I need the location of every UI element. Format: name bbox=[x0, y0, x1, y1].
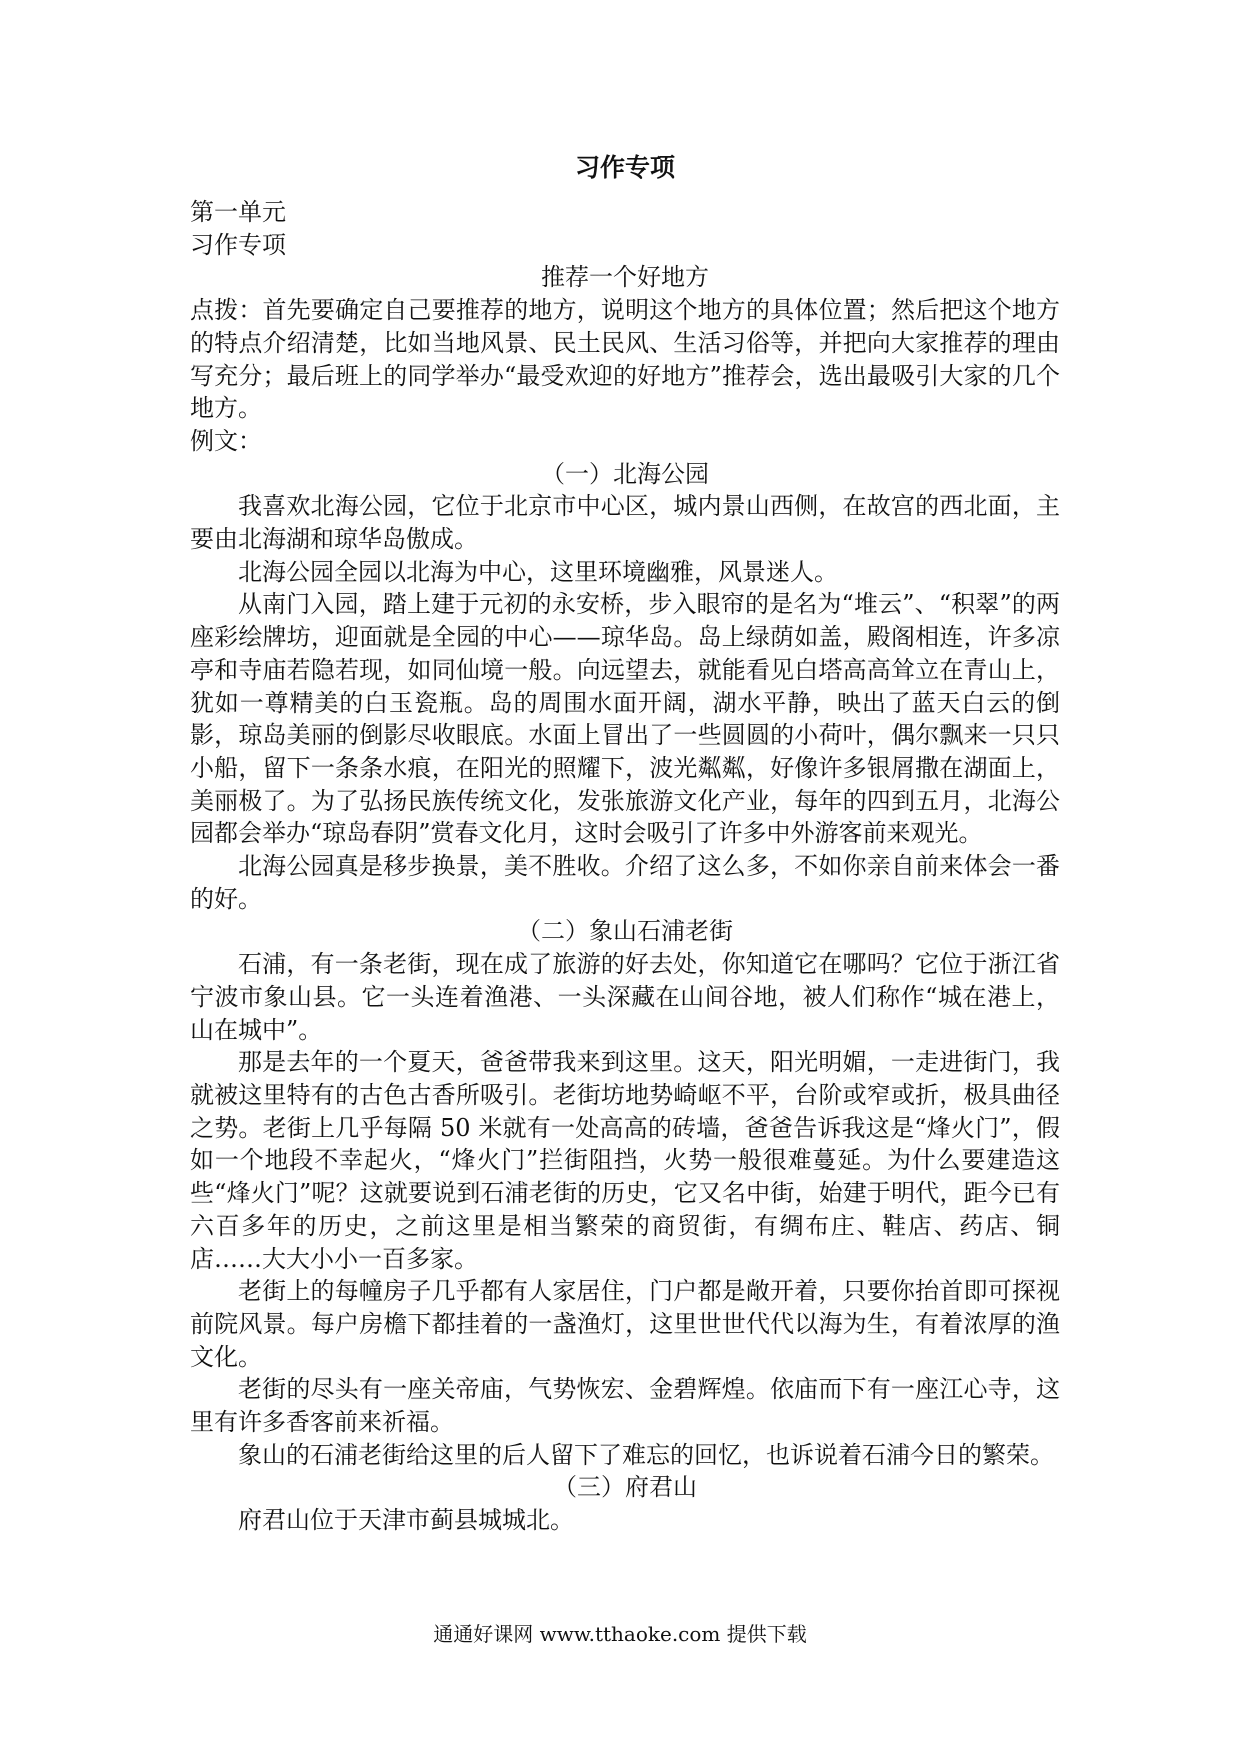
footer-credit: 通通好课网 www.tthaoke.com 提供下载 bbox=[433, 1622, 807, 1646]
document-page bbox=[190, 140, 1060, 1537]
unit-label: 第一单元 bbox=[190, 198, 286, 226]
essay-paragraph: 那是去年的一个夏天，爸爸带我来到这里。这天，阳光明媚，一走进街门，我就被这里特有的古色古香所吸引。老街坊地势崎岖不平，台阶或窄或折，极具曲径之势。老街上几乎每隔 50 米就有一处高高的砖墙，爸爸告诉我这是“烽火门”，假如一个地段不幸起火，“烽火门”拦街阻挡，火势一般很难蔓延。为什么要建造这些“烽火门”呢？这就要说到石浦老街的历史，它又名中街，始建于明代，距今已有六百多年的历史，之前这里是相当繁荣的商贸街，有绸布庄、鞋店、药店、铜店……大大小小一百多家。 bbox=[190, 1048, 1060, 1273]
essay-paragraph: 象山的石浦老街给这里的后人留下了难忘的回忆，也诉说着石浦今日的繁荣。 bbox=[238, 1440, 1054, 1469]
essay-heading: （一）北海公园 bbox=[541, 459, 709, 488]
essay-paragraph: 老街上的每幢房子几乎都有人家居住，门户都是敞开着，只要你抬首即可探视前院风景。每户房檐下都挂着的一盏渔灯，这里世世代代以海为生，有着浓厚的渔文化。 bbox=[190, 1277, 1060, 1371]
guidance-paragraph: 点拨：首先要确定自己要推荐的地方，说明这个地方的具体位置；然后把这个地方的特点介绍清楚，比如当地风景、民土民风、生活习俗等，并把向大家推荐的理由写充分；最后班上的同学举办“最受欢迎的好地方”推荐会，选出最吸引大家的几个地方。 bbox=[190, 296, 1060, 423]
essay-paragraph: 石浦，有一条老街，现在成了旅游的好去处，你知道它在哪吗？它位于浙江省宁波市象山县。它一头连着渔港、一头深藏在山间谷地，被人们称作“城在港上，山在城中”。 bbox=[190, 950, 1060, 1044]
essay-paragraph: 从南门入园，踏上建于元初的永安桥，步入眼帘的是名为“堆云”、“积翠”的两座彩绘牌坊，迎面就是全园的中心——琼华岛。岛上绿荫如盖，殿阁相连，许多凉亭和寺庙若隐若现，如同仙境一般。向远望去，就能看见白塔高高耸立在青山上，犹如一尊精美的白玉瓷瓶。岛的周围水面开阔，湖水平静，映出了蓝天白云的倒影，琼岛美丽的倒影尽收眼底。水面上冒出了一些圆圆的小荷叶，偶尔飘来一只只小船，留下一条条水痕，在阳光的照耀下，波光粼粼，好像许多银屑撒在湖面上，美丽极了。为了弘扬民族传统文化，发张旅游文化产业，每年的四到五月，北海公园都会举办“琼岛春阴”赏春文化月，这时会吸引了许多中外游客前来观光。 bbox=[190, 590, 1060, 848]
topic-heading: 推荐一个好地方 bbox=[541, 263, 709, 292]
essay-heading: （三）府君山 bbox=[553, 1473, 697, 1502]
document-title: 习作专项 bbox=[574, 153, 675, 182]
section-label: 习作专项 bbox=[190, 230, 286, 259]
example-label: 例文： bbox=[190, 426, 262, 455]
essay-paragraph: 北海公园真是移步换景，美不胜收。介绍了这么多，不如你亲自前来体会一番的好。 bbox=[190, 852, 1060, 913]
essay-paragraph: 北海公园全园以北海为中心，这里环境幽雅，风景迷人。 bbox=[238, 557, 838, 586]
essay-3 bbox=[190, 1471, 1060, 1536]
essay-paragraph: 老街的尽头有一座关帝庙，气势恢宏、金碧辉煌。依庙而下有一座江心寺，这里有许多香客前来祈福。 bbox=[190, 1375, 1060, 1437]
essay-2 bbox=[190, 915, 1060, 1471]
essay-heading: （二）象山石浦老街 bbox=[517, 917, 733, 946]
essay-1 bbox=[190, 458, 1060, 916]
essay-paragraph: 府君山位于天津市蓟县城城北。 bbox=[238, 1506, 574, 1535]
essay-paragraph: 我喜欢北海公园，它位于北京市中心区，城内景山西侧，在故宫的西北面，主要由北海湖和琼华岛傲成。 bbox=[190, 492, 1060, 554]
